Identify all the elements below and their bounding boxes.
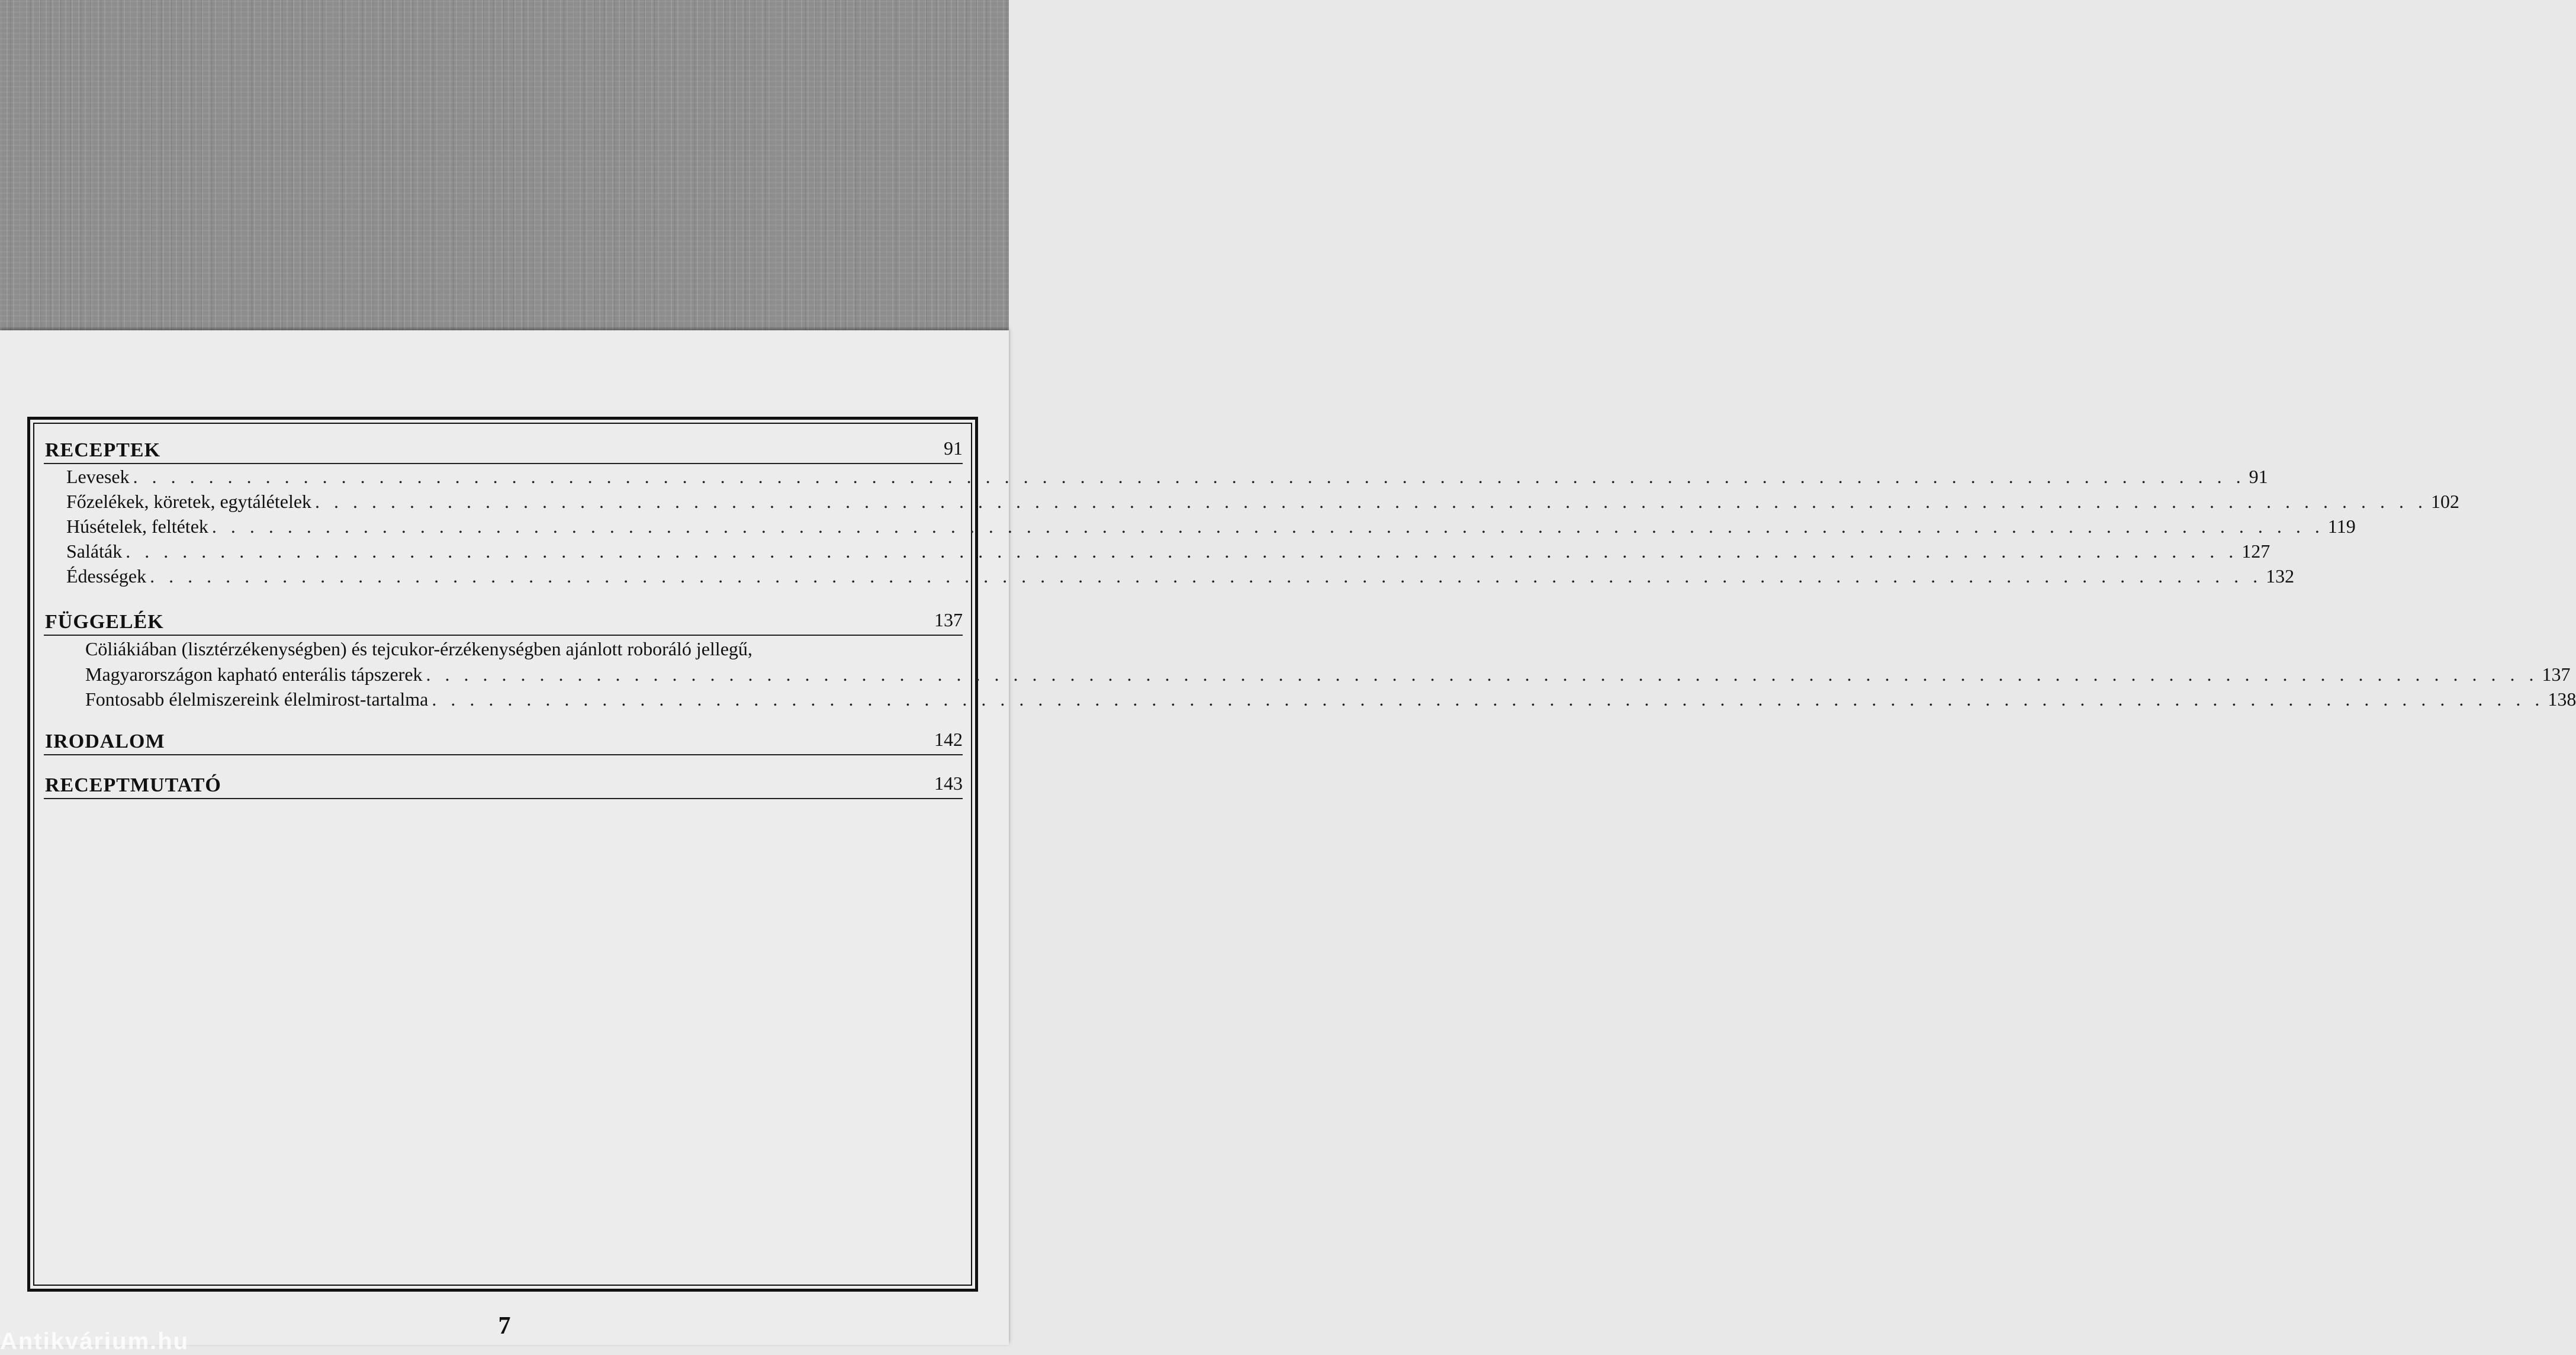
section-page-number: 137 [934, 609, 963, 630]
section-heading [44, 432, 963, 464]
section-page-number: 143 [934, 773, 963, 794]
toc-entry-page: 138 [2548, 688, 2576, 710]
toc-entry-label: Saláták [66, 540, 123, 562]
table-of-contents [44, 432, 2576, 799]
toc-entry-page: 127 [2241, 540, 2271, 562]
page-number: 7 [498, 1312, 511, 1340]
dot-leader: . . . . . . . . . . . . . . . . . . . . . . . . . . . . . . . . . . . . . . . . . . . . . . . . . . . . . . . . . . . . . . . . . . . . . . . . . . . . . . . . . . . . . . . . . . . . . . . . . . . . . . . . . . . . . . . . [126, 540, 2239, 562]
section-title: FÜGGELÉK [45, 611, 164, 633]
toc-section-receptek [44, 432, 2460, 588]
section-heading [44, 604, 963, 636]
toc-entry-page: 102 [2431, 491, 2460, 512]
toc-entry-label: Levesek [66, 466, 130, 487]
toc-entry-label: Édességek [66, 565, 147, 587]
toc-entry-label: Fontosabb élelmiszereink élelmirost-tartalma [85, 688, 429, 710]
toc-entry [44, 662, 2571, 687]
toc-section-fuggelek [44, 604, 2576, 712]
toc-entry-label: Húsételek, feltétek [66, 516, 208, 537]
dot-leader: . . . . . . . . . . . . . . . . . . . . . . . . . . . . . . . . . . . . . . . . . . . . . . . . . . . . . . . . . . . . . . . . . . . . . . . . . . . . . . . . . . . . . . . . . . . . . . . . . . . . . . . . . . . . . . . . [211, 516, 2324, 537]
section-title: IRODALOM [45, 730, 165, 752]
dot-leader: . . . . . . . . . . . . . . . . . . . . . . . . . . . . . . . . . . . . . . . . . . . . . . . . . . . . . . . . . . . . . . . . . . . . . . . . . . . . . . . . . . . . . . . . . . . . . . . . . . . . . . . . . . . . . . . . [432, 688, 2545, 710]
dot-leader: . . . . . . . . . . . . . . . . . . . . . . . . . . . . . . . . . . . . . . . . . . . . . . . . . . . . . . . . . . . . . . . . . . . . . . . . . . . . . . . . . . . . . . . . . . . . . . . . . . . . . . . . . . . . . . . . [133, 466, 2246, 487]
toc-section-receptmutato [44, 767, 963, 799]
dot-leader: . . . . . . . . . . . . . . . . . . . . . . . . . . . . . . . . . . . . . . . . . . . . . . . . . . . . . . . . . . . . . . . . . . . . . . . . . . . . . . . . . . . . . . . . . . . . . . . . . . . . . . . . . . . . . . . . [315, 491, 2428, 512]
toc-entry-label: Magyarországon kapható enterális tápszerek [85, 664, 423, 685]
toc-section-irodalom [44, 723, 963, 755]
toc-entry [44, 539, 2271, 564]
toc-entry-line: Cöliákiában (lisztérzékenységben) és tejcukor-érzékenységben ajánlott roboráló jellegű, [85, 638, 752, 659]
toc-entry [44, 464, 2268, 489]
section-title: RECEPTEK [45, 439, 161, 461]
section-heading [44, 723, 963, 755]
section-heading [44, 767, 963, 799]
toc-entry [44, 514, 2356, 539]
toc-entry-page: 119 [2327, 516, 2356, 537]
toc-entry-page: 91 [2249, 466, 2268, 487]
toc-entry [44, 564, 2295, 588]
background-texture [0, 0, 1009, 333]
toc-entry [44, 489, 2460, 514]
toc-entry-label: Főzelékek, köretek, egytálételek [66, 491, 312, 512]
dot-leader: . . . . . . . . . . . . . . . . . . . . . . . . . . . . . . . . . . . . . . . . . . . . . . . . . . . . . . . . . . . . . . . . . . . . . . . . . . . . . . . . . . . . . . . . . . . . . . . . . . . . . . . . . . . . . . . . [426, 664, 2539, 685]
section-title: RECEPTMUTATÓ [45, 774, 221, 796]
toc-entry [44, 687, 2576, 712]
watermark-text: Antikvárium.hu [0, 1328, 189, 1354]
dot-leader: . . . . . . . . . . . . . . . . . . . . . . . . . . . . . . . . . . . . . . . . . . . . . . . . . . . . . . . . . . . . . . . . . . . . . . . . . . . . . . . . . . . . . . . . . . . . . . . . . . . . . . . . . . . . . . . . [150, 565, 2263, 587]
section-page-number: 142 [934, 729, 963, 750]
section-page-number: 91 [944, 437, 963, 459]
toc-entry-page: 132 [2266, 565, 2295, 587]
toc-entry-page: 137 [2542, 664, 2571, 685]
